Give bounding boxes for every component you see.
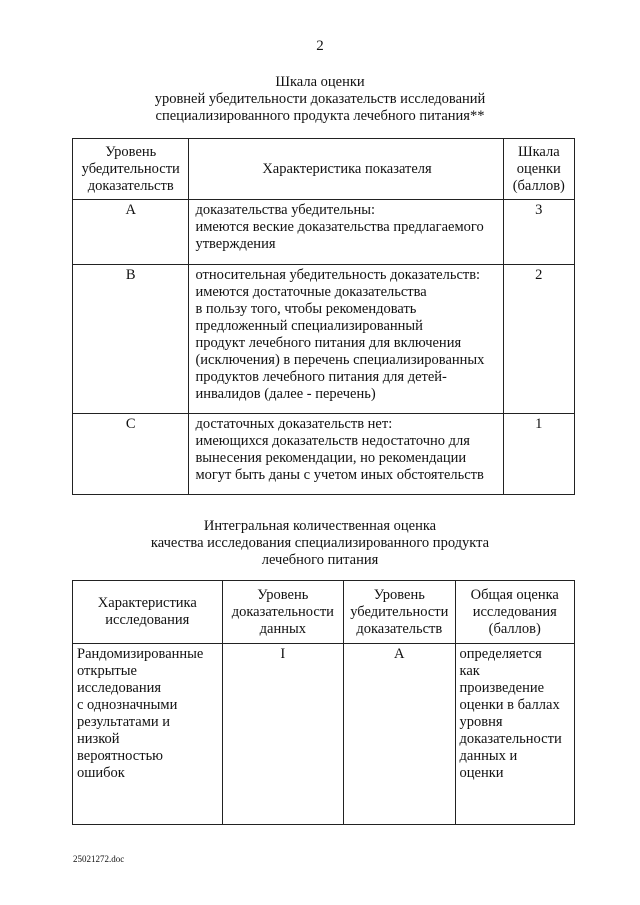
integral-assessment-table bbox=[72, 580, 575, 825]
header-characteristic: Характеристика показателя bbox=[189, 139, 503, 200]
heading-line: Интегральная количественная оценка bbox=[203, 518, 437, 534]
table-row bbox=[73, 644, 575, 825]
table-row bbox=[73, 200, 575, 265]
cell-description: относительная убедительность доказательств: имеются достаточные доказательства в пользу того, чтобы рекомендовать предложенный специализированный продукт лечебного питания для включения (исключения) в перечень специализированных продуктов лечебного питания для детей- инвалидов (далее - перечень) bbox=[189, 265, 503, 414]
cell-description: доказательства убедительны: имеются веские доказательства предлагаемого утверждения bbox=[189, 200, 503, 265]
table-row bbox=[73, 414, 575, 495]
heading-line: Шкала оценки bbox=[275, 74, 365, 90]
cell-level: C bbox=[73, 414, 189, 495]
conviction-scale-table bbox=[72, 138, 575, 495]
cell-score: 1 bbox=[503, 414, 574, 495]
cell-total-score: определяется как произведение оценки в баллах уровня доказательности данных и оценки bbox=[455, 644, 575, 825]
header-study-characteristic: Характеристика исследования bbox=[73, 581, 223, 644]
header-conviction-level: Уровень убедительности доказательств bbox=[344, 581, 455, 644]
scale-heading bbox=[0, 74, 640, 125]
cell-level: A bbox=[73, 200, 189, 265]
heading-line: качества исследования специализированного продукта bbox=[150, 535, 490, 551]
header-total-score: Общая оценка исследования (баллов) bbox=[455, 581, 575, 644]
cell-evidence-level: I bbox=[222, 644, 343, 825]
table-row bbox=[73, 265, 575, 414]
cell-score: 2 bbox=[503, 265, 574, 414]
table-header-row bbox=[73, 581, 575, 644]
heading-line: специализированного продукта лечебного питания** bbox=[155, 108, 485, 124]
cell-conviction-level: A bbox=[344, 644, 455, 825]
header-level: Уровень убедительности доказательств bbox=[73, 139, 189, 200]
integral-heading bbox=[0, 518, 640, 569]
cell-level: B bbox=[73, 265, 189, 414]
page-number: 2 bbox=[316, 38, 324, 54]
cell-study-characteristic: Рандомизированные открытые исследования с однозначными результатами и низкой вероятностью ошибок bbox=[73, 644, 223, 825]
table-header-row bbox=[73, 139, 575, 200]
heading-line: уровней убедительности доказательств исследований bbox=[154, 91, 486, 107]
cell-score: 3 bbox=[503, 200, 574, 265]
footer-file-name: 25021272.doc bbox=[73, 854, 125, 864]
header-evidence-level: Уровень доказательности данных bbox=[222, 581, 343, 644]
cell-description: достаточных доказательств нет: имеющихся доказательств недостаточно для вынесения рекомендации, но рекомендации могут быть даны с учетом иных обстоятельств bbox=[189, 414, 503, 495]
header-score: Шкала оценки (баллов) bbox=[503, 139, 574, 200]
heading-line: лечебного питания bbox=[261, 552, 379, 568]
